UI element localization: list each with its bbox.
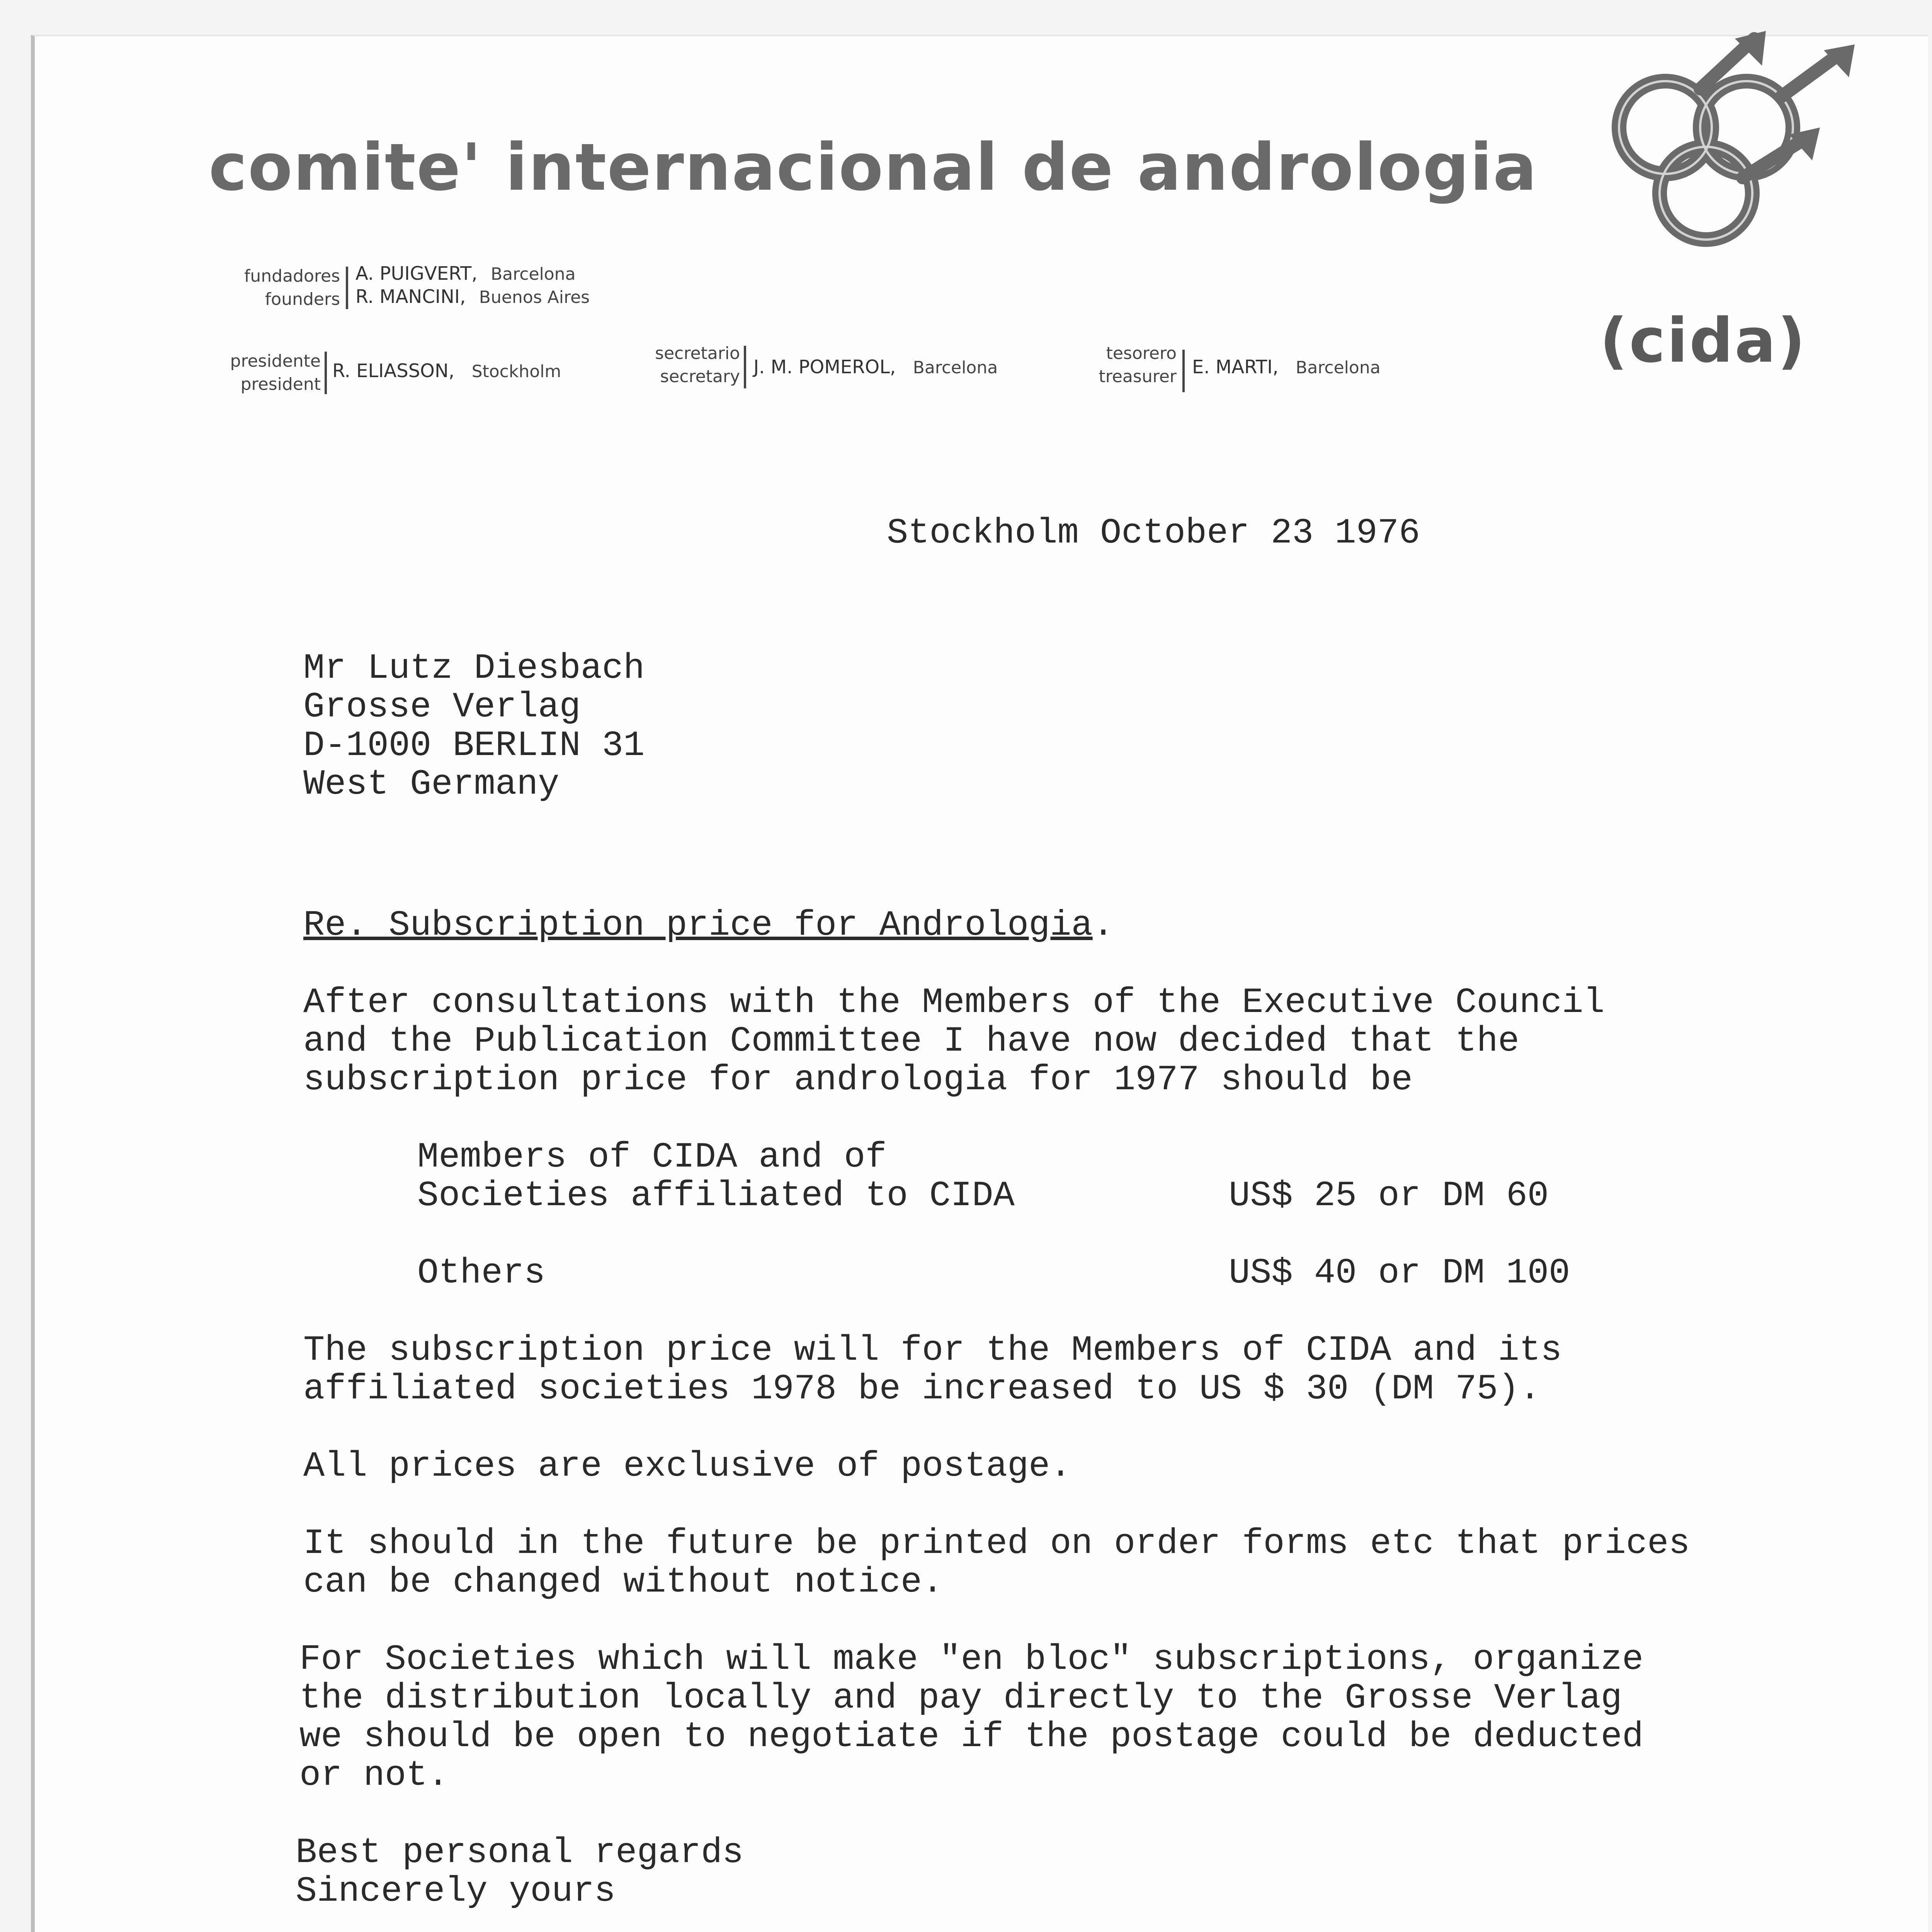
- paragraph-line: For Societies which will make "en bloc" subscriptions, organize: [299, 1639, 1644, 1680]
- paragraph-line: affiliated societies 1978 be increased to US $ 30 (DM 75).: [303, 1369, 1541, 1409]
- paragraph-line: can be changed without notice.: [303, 1562, 944, 1602]
- paragraph-line: The subscription price will for the Members of CIDA and its: [303, 1330, 1562, 1371]
- treasurer-label-es: tesorero: [1106, 344, 1177, 363]
- secretary-name: J. M. POMEROL,: [753, 356, 896, 378]
- treasurer-entry: [1192, 356, 1381, 378]
- secretary-city: Barcelona: [913, 358, 998, 378]
- president-divider: [325, 352, 327, 394]
- intro-paragraph: [303, 983, 1605, 1099]
- societies-paragraph: [299, 1640, 1643, 1795]
- closing: [296, 1833, 743, 1911]
- price-label-line: Societies affiliated to CIDA: [417, 1175, 1015, 1216]
- address-line: Mr Lutz Diesbach: [303, 648, 645, 689]
- cida-acronym: (cida): [1600, 305, 1807, 376]
- founder-name: R. MANCINI,: [355, 286, 466, 308]
- treasurer-name: E. MARTI,: [1192, 356, 1279, 378]
- paragraph-line: After consultations with the Members of the Executive Council: [303, 982, 1605, 1023]
- secretary-entry: [753, 356, 998, 378]
- founder-city: Barcelona: [491, 264, 576, 284]
- price-label-line: Members of CIDA and of: [417, 1137, 887, 1177]
- address-line: Grosse Verlag: [303, 687, 581, 727]
- letter-date: Stockholm October 23 1976: [887, 513, 1420, 553]
- treasurer-city: Barcelona: [1296, 358, 1381, 378]
- secretary-label-en: secretary: [660, 367, 740, 386]
- founders-divider: [346, 267, 348, 309]
- price-increase-paragraph: [303, 1331, 1562, 1408]
- closing-line: Best personal regards: [296, 1832, 744, 1873]
- order-forms-paragraph: [303, 1524, 1690, 1602]
- founders-list: [355, 263, 590, 309]
- paragraph-line: subscription price for andrologia for 1977 should be: [303, 1060, 1413, 1100]
- subject-period: .: [1092, 905, 1114, 946]
- postage-paragraph: [303, 1447, 1071, 1486]
- secretary-label: [587, 342, 740, 388]
- secretary-divider: [744, 346, 746, 388]
- paragraph-line: or not.: [299, 1755, 449, 1796]
- cida-rings-logo: [1573, 31, 1866, 294]
- paragraph-line: we should be open to negotiate if the postage could be deducted: [299, 1716, 1644, 1757]
- recipient-address: [303, 649, 645, 804]
- paragraph-line: It should in the future be printed on order forms etc that prices: [303, 1523, 1690, 1564]
- handwritten-signature: [236, 1928, 784, 1932]
- president-entry: [332, 360, 561, 382]
- president-name: R. ELIASSON,: [332, 360, 455, 382]
- address-line: D-1000 BERLIN 31: [303, 725, 645, 766]
- treasurer-label: [1047, 342, 1177, 388]
- founders-label-es: fundadores: [244, 266, 340, 286]
- paragraph-line: the distribution locally and pay directly to the Grosse Verlag: [299, 1678, 1622, 1718]
- price-label-others: Others: [417, 1253, 546, 1293]
- treasurer-divider: [1182, 350, 1185, 392]
- price-value-members: US$ 25 or DM 60: [1229, 1175, 1549, 1216]
- president-label-es: presidente: [230, 351, 321, 371]
- founder-name: A. PUIGVERT,: [355, 263, 478, 284]
- price-label-members: [417, 1138, 1015, 1215]
- president-label: [185, 350, 321, 396]
- closing-line: Sincerely yours: [296, 1871, 616, 1912]
- organization-name: comite' internacional de andrologia: [209, 129, 1538, 205]
- secretary-label-es: secretario: [655, 344, 740, 363]
- subject-line: [303, 906, 1114, 945]
- founder-city: Buenos Aires: [479, 287, 590, 307]
- price-value-others: US$ 40 or DM 100: [1229, 1253, 1570, 1293]
- founder-row: [355, 263, 590, 286]
- founders-label: [189, 265, 340, 311]
- paragraph-line: and the Publication Committee I have now decided that the: [303, 1021, 1519, 1061]
- president-label-en: president: [240, 374, 321, 394]
- founders-label-en: founders: [265, 289, 340, 309]
- paragraph-line: All prices are exclusive of postage.: [303, 1446, 1071, 1486]
- founder-row: [355, 286, 590, 309]
- treasurer-label-en: treasurer: [1099, 367, 1177, 386]
- subject-text: Re. Subscription price for Andrologia: [303, 905, 1093, 946]
- president-city: Stockholm: [471, 362, 561, 381]
- address-line: West Germany: [303, 764, 560, 804]
